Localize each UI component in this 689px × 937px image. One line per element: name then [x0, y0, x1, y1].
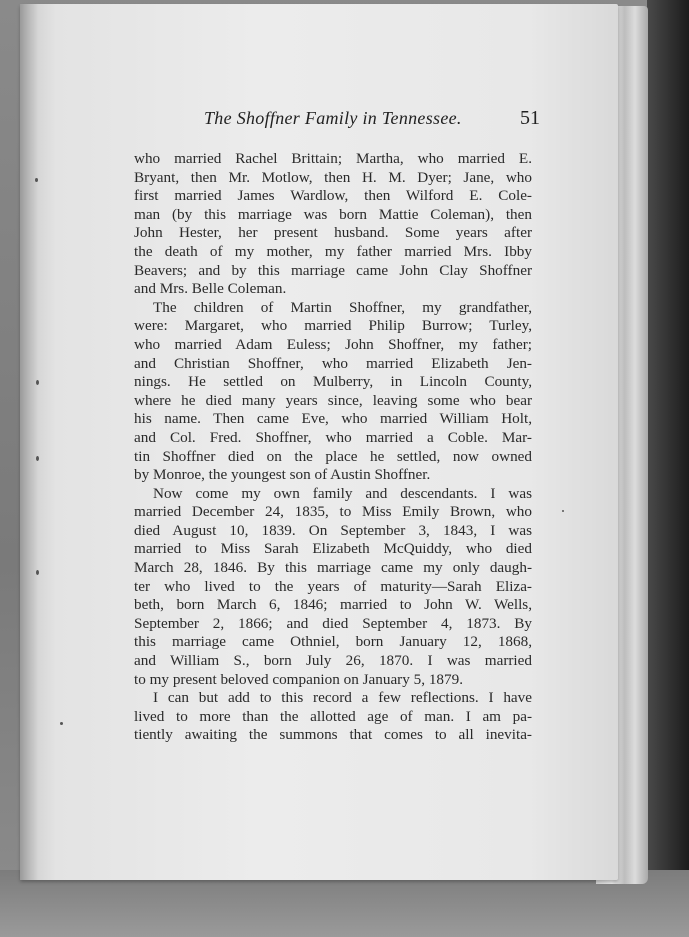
- text-line: and Mrs. Belle Coleman.: [134, 280, 287, 298]
- text-line: ter who lived to the years of maturity—Sarah Eliza-: [134, 577, 532, 595]
- text-line: and Christian Shoffner, who married Elizabeth Jen-: [134, 354, 532, 372]
- text-line: died August 10, 1839. On September 3, 1843, I was: [134, 521, 532, 539]
- paper-speck: [36, 456, 39, 461]
- text-line: the death of my mother, my father married Mrs. Ibby: [134, 242, 532, 260]
- text-line: September 2, 1866; and died September 4, 1873. By: [134, 614, 532, 632]
- paper-speck: [60, 722, 63, 725]
- text-line: who married Rachel Brittain; Martha, who married E.: [134, 150, 532, 167]
- text-line: who married Adam Euless; John Shoffner, my father;: [134, 335, 532, 353]
- text-line: where he died many years since, leaving some who bear: [134, 391, 532, 409]
- dark-margin: [647, 0, 689, 937]
- text-line: lived to more than the allotted age of man. I am pa-: [134, 707, 532, 725]
- page-number: 51: [520, 107, 540, 129]
- page-binding: [20, 4, 38, 880]
- text-line: by Monroe, the youngest son of Austin Shoffner.: [134, 466, 431, 484]
- text-line: to my present beloved companion on January 5, 1879.: [134, 670, 463, 688]
- paper-speck: [36, 380, 39, 385]
- paragraph-first-line: Now come my own family and descendants. I was: [153, 484, 532, 502]
- text-line: beth, born March 6, 1846; married to John W. Wells,: [134, 596, 532, 614]
- text-line: this marriage came Othniel, born January 12, 1868,: [134, 633, 532, 651]
- text-line: Bryant, then Mr. Motlow, then H. M. Dyer; Jane, who: [134, 168, 532, 186]
- bottom-margin: [0, 870, 689, 937]
- text-line: first married James Wardlow, then Wilford E. Cole-: [134, 187, 532, 205]
- text-line: married December 24, 1835, to Miss Emily Brown, who: [134, 503, 532, 521]
- text-line: his name. Then came Eve, who married William Holt,: [134, 410, 532, 428]
- text-line: man (by this marriage was born Mattie Coleman), then: [134, 205, 532, 223]
- running-title: The Shoffner Family in Tennessee.: [204, 108, 462, 128]
- text-line: March 28, 1846. By this marriage came my only daugh-: [134, 559, 532, 577]
- body-text: [134, 150, 532, 745]
- running-head: [134, 108, 540, 132]
- text-line: were: Margaret, who married Philip Burrow; Turley,: [134, 317, 532, 335]
- text-line: nings. He settled on Mulberry, in Lincoln County,: [134, 373, 532, 391]
- paragraph-first-line: I can but add to this record a few reflections. I have: [153, 689, 532, 707]
- paper-speck: [35, 178, 38, 182]
- text-line: tiently awaiting the summons that comes to all inevita-: [134, 726, 532, 744]
- text-line: and Col. Fred. Shoffner, who married a Coble. Mar-: [134, 428, 532, 446]
- text-line: Beavers; and by this marriage came John Clay Shoffner: [134, 261, 532, 279]
- text-line: married to Miss Sarah Elizabeth McQuiddy, who died: [134, 540, 532, 558]
- text-line: tin Shoffner died on the place he settled, now owned: [134, 447, 532, 465]
- paper-speck: [562, 510, 564, 512]
- text-line: and William S., born July 26, 1870. I was married: [134, 652, 532, 670]
- text-line: John Hester, her present husband. Some years after: [134, 224, 532, 242]
- paper-speck: [36, 570, 39, 575]
- paragraph-first-line: The children of Martin Shoffner, my grandfather,: [153, 298, 532, 316]
